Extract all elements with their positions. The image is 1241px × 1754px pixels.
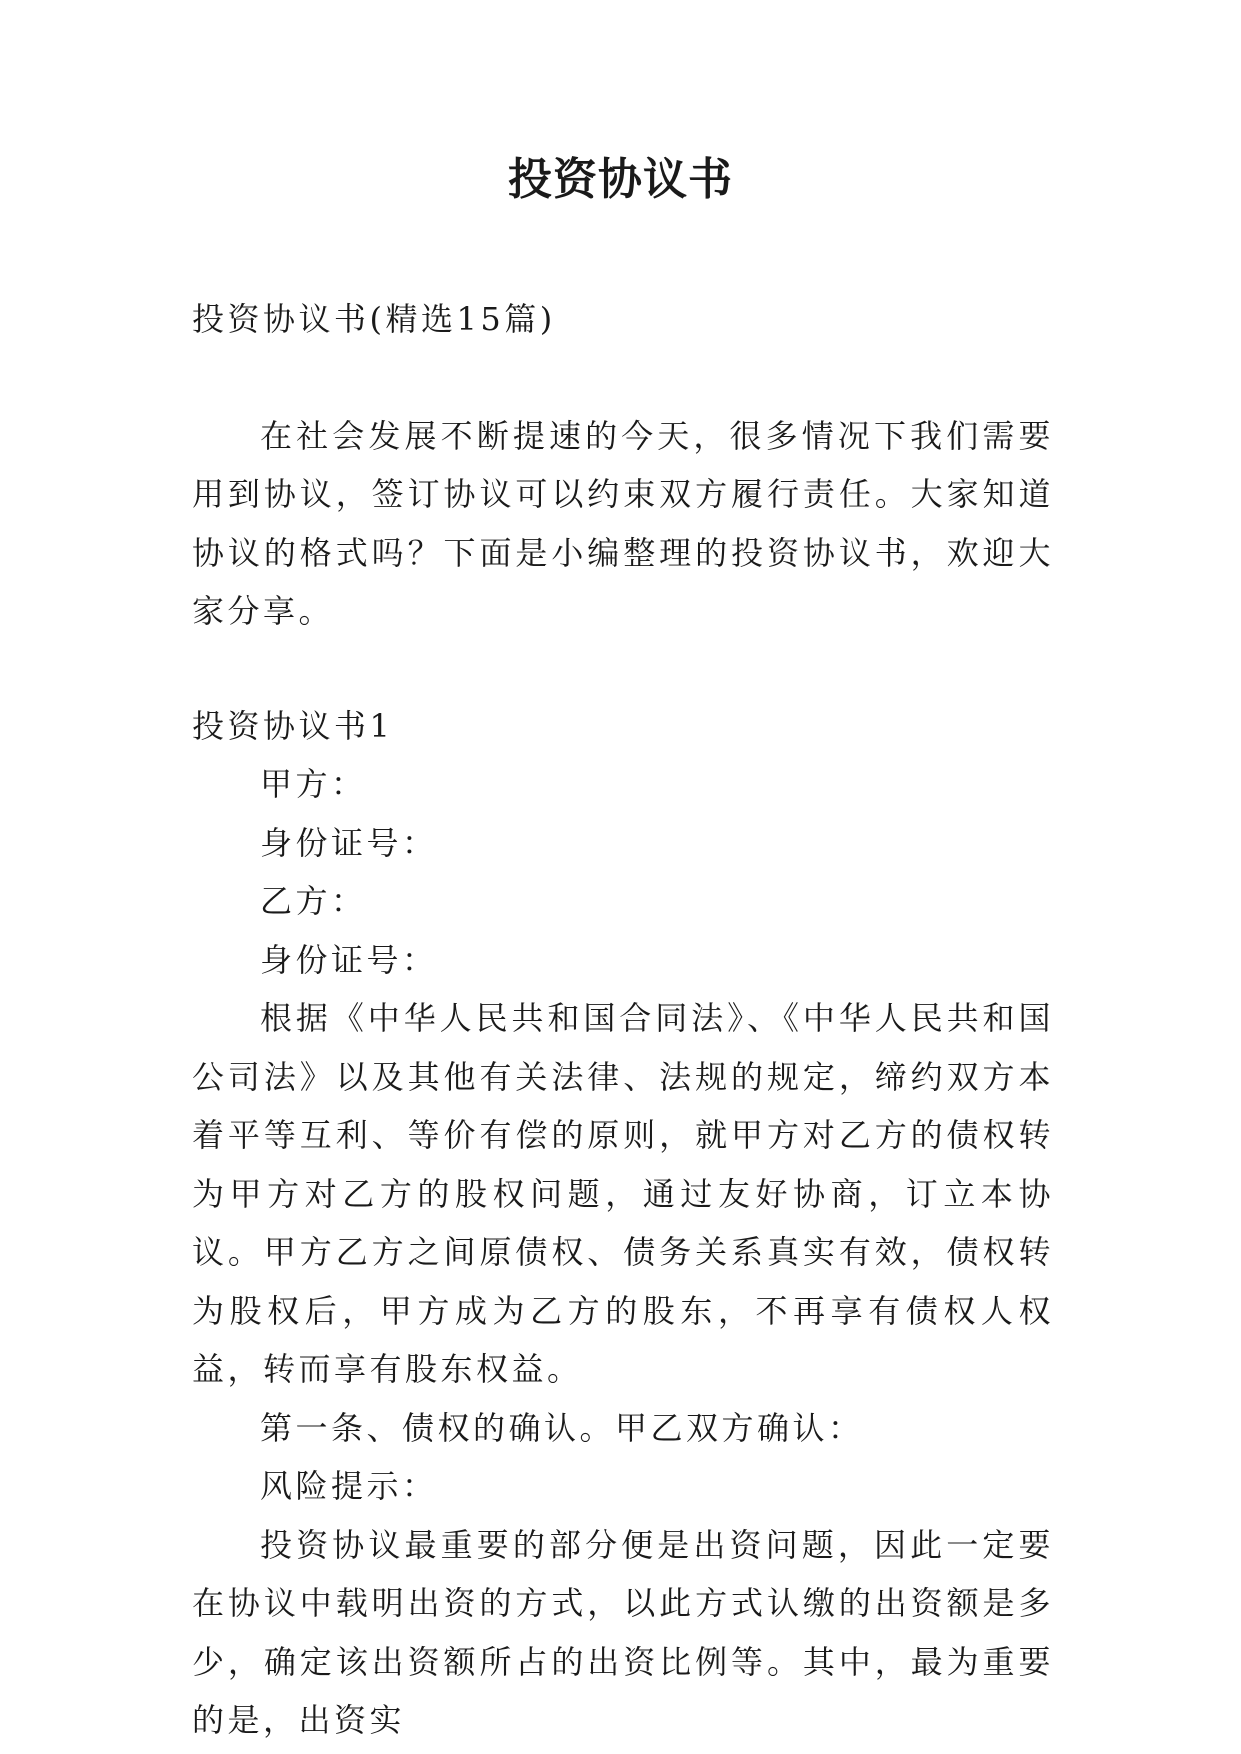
party-a-field: 甲方： (260, 765, 367, 803)
basis-paragraph: 根据《中华人民共和国合同法》、《中华人民共和国公司法》以及其他有关法律、法规的规定，缔约双方本着平等互利、等价有偿的原则，就甲方对乙方的债权转为甲方对乙方的股权问题，通过友好协商，订立本协议。甲方乙方之间原债权、债务关系真实有效，债权转为股权后，甲方成为乙方的股东，不再享有债权人权益，转而享有股东权益。 (192, 999, 1054, 1388)
document-body (192, 290, 1054, 1750)
risk-paragraph: 投资协议最重要的部分便是出资问题，因此一定要在协议中载明出资的方式，以此方式认缴的出资额是多少，确定该出资额所占的出资比例等。其中，最为重要的是，出资实 (192, 1525, 1054, 1739)
document-subtitle: 投资协议书(精选15篇) (192, 300, 556, 338)
party-b-field: 乙方： (260, 882, 367, 920)
document-title: 投资协议书 (508, 154, 733, 205)
section-heading: 投资协议书1 (192, 706, 394, 745)
risk-heading: 风险提示： (260, 1467, 438, 1505)
party-a-id-field: 身份证号： (260, 823, 438, 862)
party-b-id-field: 身份证号： (260, 940, 438, 979)
intro-paragraph: 在社会发展不断提速的今天，很多情况下我们需要用到协议，签订协议可以约束双方履行责任。大家知道协议的格式吗？下面是小编整理的投资协议书，欢迎大家分享。 (192, 416, 1054, 630)
article-1: 第一条、债权的确认。甲乙双方确认： (260, 1408, 864, 1447)
